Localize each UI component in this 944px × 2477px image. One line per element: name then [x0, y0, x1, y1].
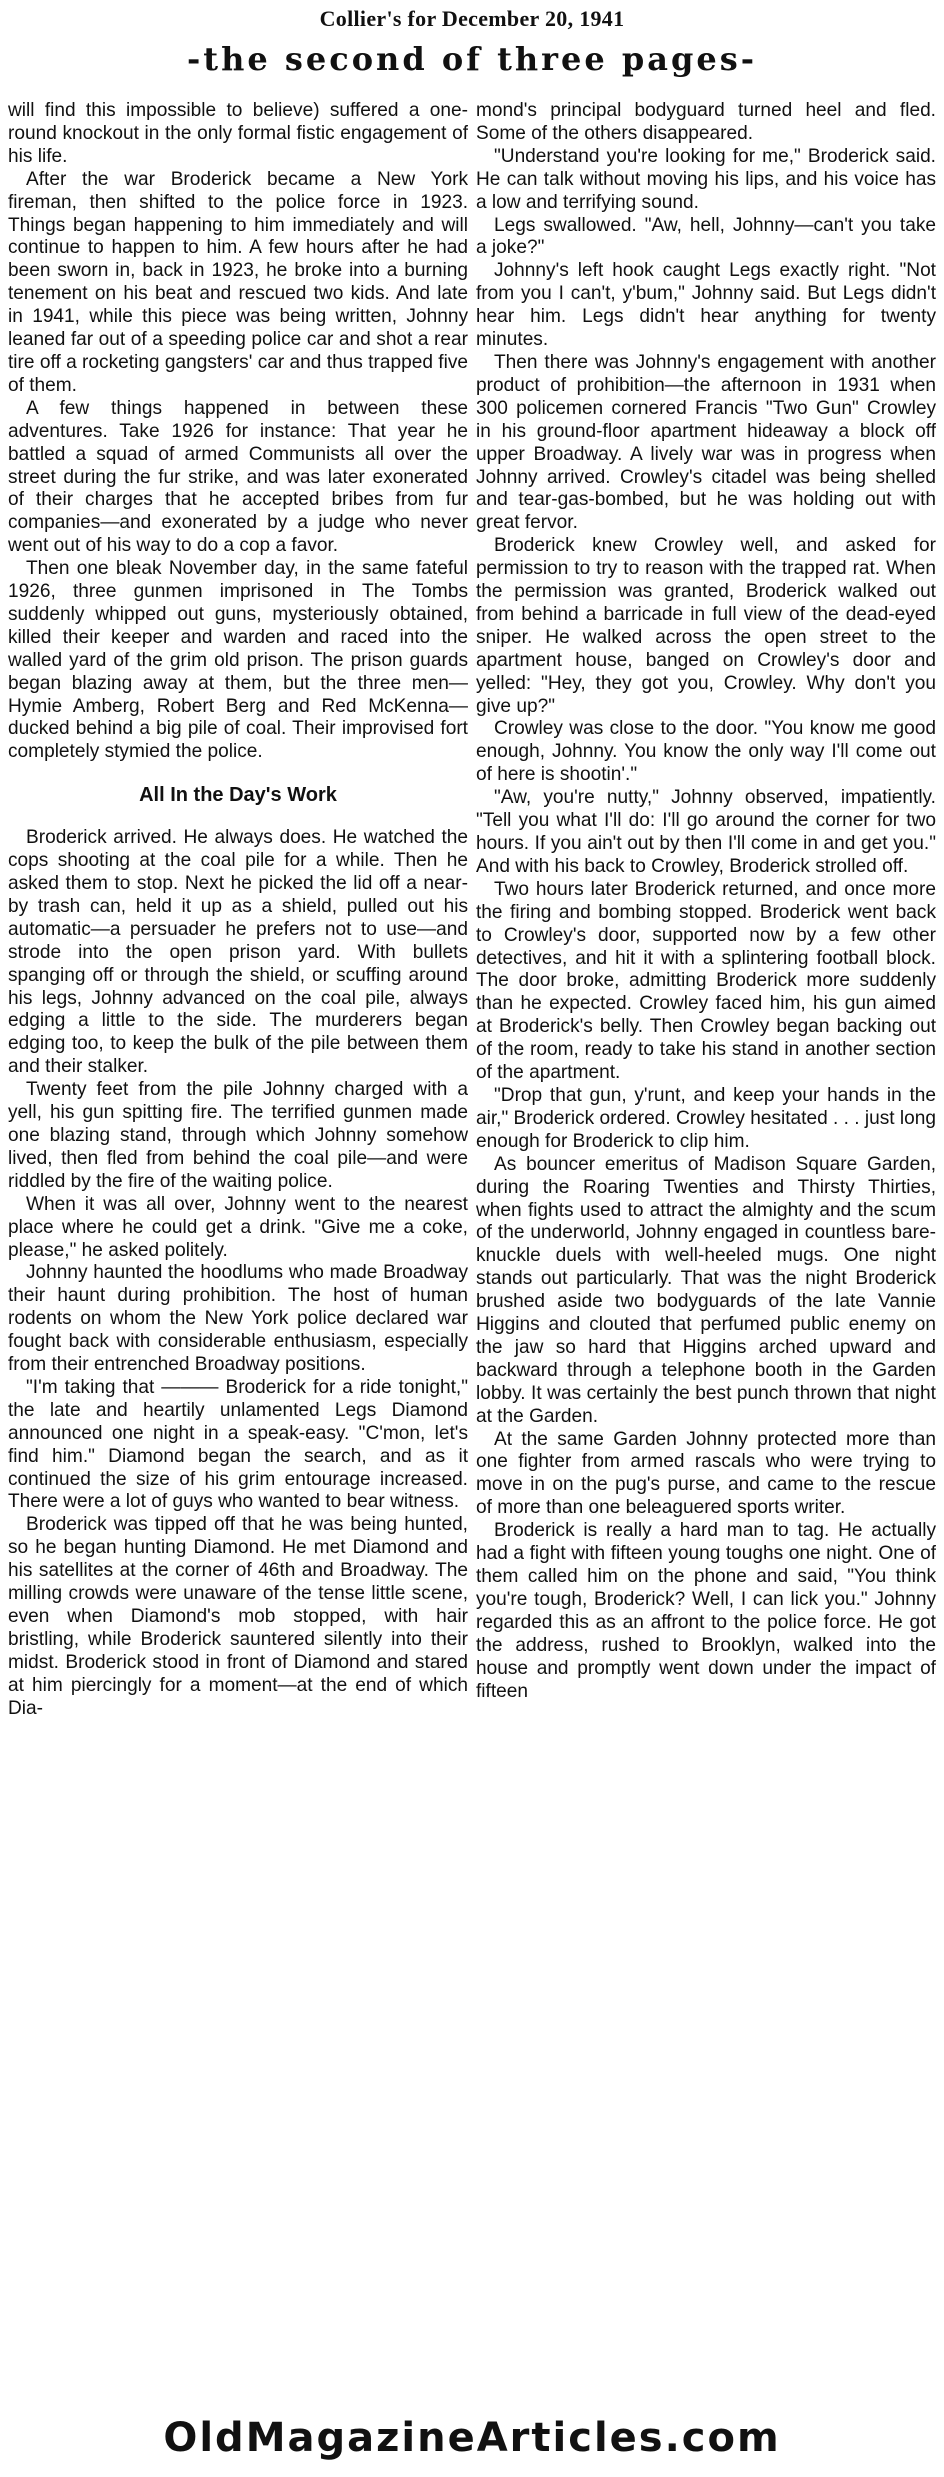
paragraph: As bouncer emeritus of Madison Square Garden, during the Roaring Twenties and Thirsty Thirties, when fights used to attract the almighty and the scum of the underworld, Johnny engaged in countless bare-knuckle duels with well-heeled mugs. One night stands out particularly. That was the night Broderick brushed aside two bodyguards of the late Vannie Higgins and clouted that perfumed public enemy on the jaw so hard that Higgins arched upward and backward through a telephone booth in the Garden lobby. It was certainly the best punch thrown that night at the Garden.	[476, 1153, 936, 1427]
paragraph: Legs swallowed. "Aw, hell, Johnny—can't you take a joke?"	[476, 214, 936, 259]
page-sequence-title: -the second of three pages-	[187, 40, 757, 78]
paragraph: Then there was Johnny's engagement with another product of prohibition—the afternoon in 1931 when 300 policemen cornered Francis "Two Gun" Crowley in his ground-floor apartment hideaway a block off upper Broadway. A lively war was in progress when Johnny arrived. Crowley's citadel was being shelled and tear-gas-bombed, but he was holding out with great fervor.	[476, 351, 936, 534]
paragraph: Broderick is really a hard man to tag. He actually had a fight with fifteen young toughs one night. One of them called him on the phone and said, "You think you're tough, Broderick? Well, I can lick you." Johnny regarded this as an affront to the police force. He got the address, rushed to Brooklyn, walked into the house and promptly went down under the impact of fifteen	[476, 1520, 936, 1702]
paragraph: Broderick arrived. He always does. He watched the cops shooting at the coal pile for a while. Then he asked them to stop. Next he picked the lid off a near-by trash can, held it up as a shield, pulled out his automatic—a persuader he prefers not to use—and strode into the open prison yard. With bullets spanging off or through the shield, or scuffing around his legs, Johnny advanced on the coal pile, always edging a little to the side. The murderers began edging too, to keep the bulk of the pile between them and their stalker.	[8, 827, 468, 1078]
paragraph: Broderick knew Crowley well, and asked for permission to try to reason with the trapped rat. When the permission was granted, Broderick walked out from behind a barricade in full view of the dead-eyed sniper. He walked across the open street to the apartment house, banged on Crowley's door and yelled: "Hey, they got you, Crowley. Why don't you give up?"	[476, 535, 936, 717]
paragraph: When it was all over, Johnny went to the nearest place where he could get a drink. "Give me a coke, please," he asked politely.	[8, 1193, 468, 1261]
article-column-right	[476, 100, 936, 2420]
paragraph: "Drop that gun, y'runt, and keep your hands in the air," Broderick ordered. Crowley hesitated . . . just long enough for Broderick to clip him.	[476, 1084, 936, 1152]
paragraph: Broderick was tipped off that he was being hunted, so he began hunting Diamond. He met Diamond and his satellites at the corner of 46th and Broadway. The milling crowds were unaware of the tense little scene, even when Diamond's mob stopped, with hair bristling, while Broderick sauntered silently into their midst. Broderick stood in front of Diamond and stared at him piercingly for a moment—at the end of which Dia-	[8, 1514, 468, 1719]
paragraph: Two hours later Broderick returned, and once more the firing and bombing stopped. Broderick went back to Crowley's door, supported now by a few other detectives, and hit it with a splintering football block. The door broke, admitting Broderick more suddenly than he expected. Crowley faced him, his gun aimed at Broderick's belly. Then Crowley began backing out of the room, ready to take his stand in another section of the apartment.	[476, 878, 936, 1084]
paragraph: will find this impossible to believe) suffered a one-round knockout in the only formal fistic engagement of his life.	[8, 100, 468, 167]
paragraph: "I'm taking that ——— Broderick for a ride tonight," the late and heartily unlamented Legs Diamond announced one night in a speak-easy. "C'mon, let's find him." Diamond began the search, and as it continued the size of his grim entourage increased. There were a lot of guys who wanted to bear witness.	[8, 1376, 468, 1513]
paragraph: Twenty feet from the pile Johnny charged with a yell, his gun spitting fire. The terrified gunmen made one blazing stand, through which Johnny somehow lived, then fled from behind the coal pile—and were riddled by the fire of the waiting police.	[8, 1079, 468, 1192]
paragraph: "Understand you're looking for me," Broderick said. He can talk without moving his lips, and his voice has a low and terrifying sound.	[476, 145, 936, 213]
article-column-left	[8, 100, 468, 2420]
paragraph: Crowley was close to the door. "You know me good enough, Johnny. You know the only way I'll come out of here is shootin'."	[476, 718, 936, 786]
paragraph: Johnny haunted the hoodlums who made Broadway their haunt during prohibition. The host of human rodents on whom the New York police declared war fought back with considerable enthusiasm, especially from their entrenched Broadway positions.	[8, 1262, 468, 1376]
paragraph: A few things happened in between these adventures. Take 1926 for instance: That year he battled a squad of armed Communists all over the street during the fur strike, and was later exonerated of their charges that he accepted bribes from fur companies—and exonerated by a judge who never went out of his way to do a cop a favor.	[8, 397, 468, 557]
paragraph: "Aw, you're nutty," Johnny observed, impatiently. "Tell you what I'll do: I'll go around the corner for two hours. If you ain't out by then I'll come in and get you." And with his back to Crowley, Broderick strolled off.	[476, 787, 936, 877]
paragraph: Johnny's left hook caught Legs exactly right. "Not from you I can't, y'bum," Johnny said. But Legs didn't hear him. Legs didn't hear anything for twenty minutes.	[476, 260, 936, 351]
paragraph: At the same Garden Johnny protected more than one fighter from armed rascals who were trying to move in on the pug's purse, and came to the rescue of more than one beleaguered sports writer.	[476, 1428, 936, 1519]
section-subheading: All In the Day's Work	[139, 784, 337, 807]
paragraph: Then one bleak November day, in the same fateful 1926, three gunmen imprisoned in The Tombs suddenly whipped out guns, mysteriously obtained, killed their keeper and warden and raced into the walled yard of the grim old prison. The prison guards began blazing away at them, but the three men—Hymie Amberg, Robert Berg and Red McKenna—ducked behind a big pile of coal. Their improvised fort completely stymied the police.	[8, 558, 468, 763]
magazine-date-line: Collier's for December 20, 1941	[319, 6, 625, 31]
paragraph: mond's principal bodyguard turned heel and fled. Some of the others disappeared.	[476, 100, 936, 144]
site-watermark: OldMagazineArticles.com	[163, 2415, 781, 2461]
paragraph: After the war Broderick became a New York fireman, then shifted to the police force in 1923. Things began happening to him immediately and will continue to happen to him. A few hours after he had been sworn in, back in 1923, he broke into a burning tenement on his beat and rescued two kids. And late in 1941, while this piece was being written, Johnny leaned far out of a speeding police car and shot a rear tire off a rocketing gangsters' car and thus trapped five of them.	[8, 168, 468, 396]
